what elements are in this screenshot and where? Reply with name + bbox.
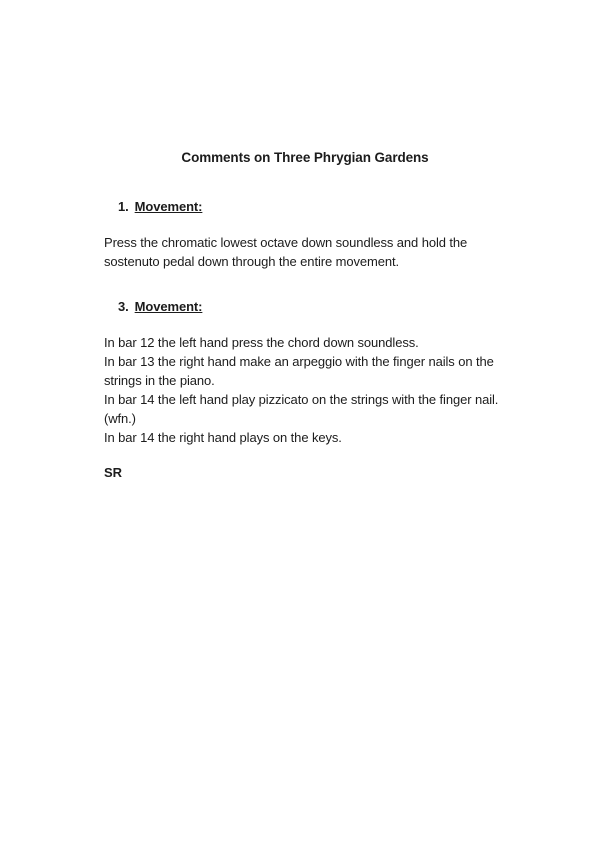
section-heading-label: Movement:: [134, 199, 203, 214]
section-1-movement: [104, 199, 610, 271]
section-number: 3.: [118, 299, 129, 314]
section-heading: [118, 199, 610, 214]
section-heading-label: Movement:: [134, 299, 203, 314]
paragraph-line: In bar 14 the left hand play pizzicato on the strings with the finger nail.: [104, 392, 499, 407]
paragraph-line: In bar 14 the right hand plays on the keys.: [104, 430, 342, 445]
section-number: 1.: [118, 199, 129, 214]
paragraph-line: In bar 12 the left hand press the chord down soundless.: [104, 335, 419, 350]
section-3-movement: [104, 299, 610, 447]
paragraph-line: Press the chromatic lowest octave down soundless and hold the: [104, 235, 468, 250]
section-heading: [118, 299, 610, 314]
paragraph: [104, 233, 610, 271]
signature: SR: [104, 465, 122, 480]
paragraph-line: strings in the piano.: [104, 373, 215, 388]
paragraph: [104, 333, 610, 447]
paragraph-line: sostenuto pedal down through the entire movement.: [104, 254, 400, 269]
document-body: [104, 199, 610, 480]
paragraph-line: (wfn.): [104, 411, 136, 426]
document-title: Comments on Three Phrygian Gardens: [181, 150, 429, 165]
paragraph-line: In bar 13 the right hand make an arpeggio with the finger nails on the: [104, 354, 494, 369]
